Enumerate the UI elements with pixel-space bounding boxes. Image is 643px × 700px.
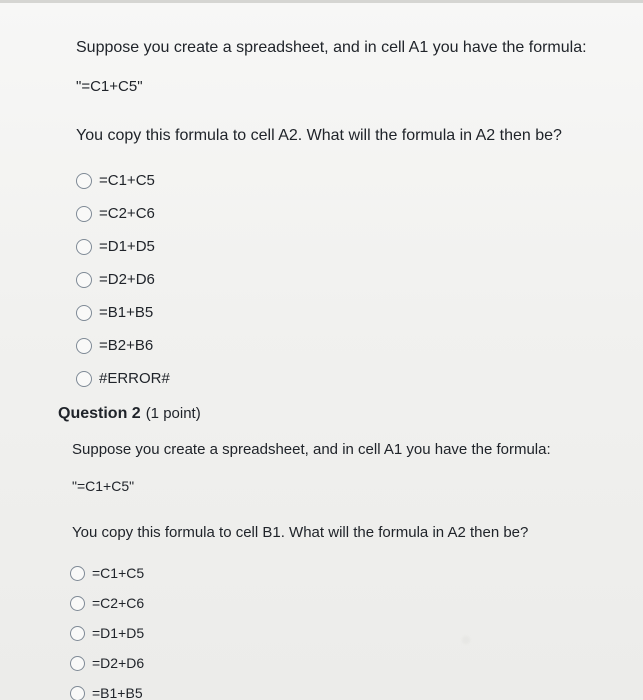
question-2-points: (1 point): [145, 405, 201, 422]
question-1-formula: "=C1+C5": [76, 78, 143, 95]
question-1-prompt: Suppose you create a spreadsheet, and in cell A1 you have the formula:: [76, 39, 587, 56]
radio-icon[interactable]: [76, 338, 92, 354]
option-label: =B1+B5: [92, 685, 143, 700]
radio-icon[interactable]: [70, 566, 85, 581]
question-2-question: You copy this formula to cell B1. What will the formula in A2 then be?: [72, 524, 529, 541]
option-label: =C2+C6: [99, 205, 155, 222]
option-label: =B1+B5: [99, 304, 154, 321]
question-2-option-1[interactable]: [70, 558, 633, 588]
question-1-options: [76, 164, 636, 395]
question-1-option-5[interactable]: [76, 296, 636, 329]
radio-icon[interactable]: [76, 305, 92, 321]
question-2-option-5[interactable]: [70, 678, 633, 700]
option-label: =D2+D6: [99, 271, 155, 288]
question-2-prompt: Suppose you create a spreadsheet, and in cell A1 you have the formula:: [72, 441, 551, 458]
question-1-option-6[interactable]: [76, 329, 636, 362]
surface-mark: [462, 636, 470, 644]
radio-icon[interactable]: [76, 239, 92, 255]
option-label: #ERROR#: [99, 370, 170, 387]
option-label: =C2+C6: [92, 595, 145, 611]
question-1-option-7[interactable]: [76, 362, 636, 395]
question-1-question: You copy this formula to cell A2. What will the formula in A2 then be?: [76, 127, 562, 144]
radio-icon[interactable]: [76, 173, 92, 189]
option-label: =D2+D6: [92, 655, 145, 671]
option-label: =C1+C5: [99, 172, 155, 189]
option-label: =D1+D5: [92, 625, 145, 641]
question-1-option-3[interactable]: [76, 230, 636, 263]
question-1-option-1[interactable]: [76, 164, 636, 197]
radio-icon[interactable]: [76, 272, 92, 288]
question-2-heading: [58, 404, 633, 424]
radio-icon[interactable]: [70, 686, 85, 700]
question-2-formula: "=C1+C5": [72, 478, 135, 494]
question-2-block: [58, 404, 633, 700]
question-1-option-4[interactable]: [76, 263, 636, 296]
top-divider: [0, 0, 643, 3]
question-2-option-3[interactable]: [70, 618, 633, 648]
radio-icon[interactable]: [76, 371, 92, 387]
question-1-option-2[interactable]: [76, 197, 636, 230]
radio-icon[interactable]: [70, 626, 85, 641]
radio-icon[interactable]: [70, 596, 85, 611]
radio-icon[interactable]: [76, 206, 92, 222]
question-2-option-4[interactable]: [70, 648, 633, 678]
option-label: =D1+D5: [99, 238, 155, 255]
question-2-options: [58, 558, 633, 700]
question-2-title: Question 2: [58, 405, 141, 422]
option-label: =C1+C5: [92, 565, 145, 581]
question-2-option-2[interactable]: [70, 588, 633, 618]
question-1-block: [76, 38, 636, 395]
option-label: =B2+B6: [99, 337, 154, 354]
radio-icon[interactable]: [70, 656, 85, 671]
